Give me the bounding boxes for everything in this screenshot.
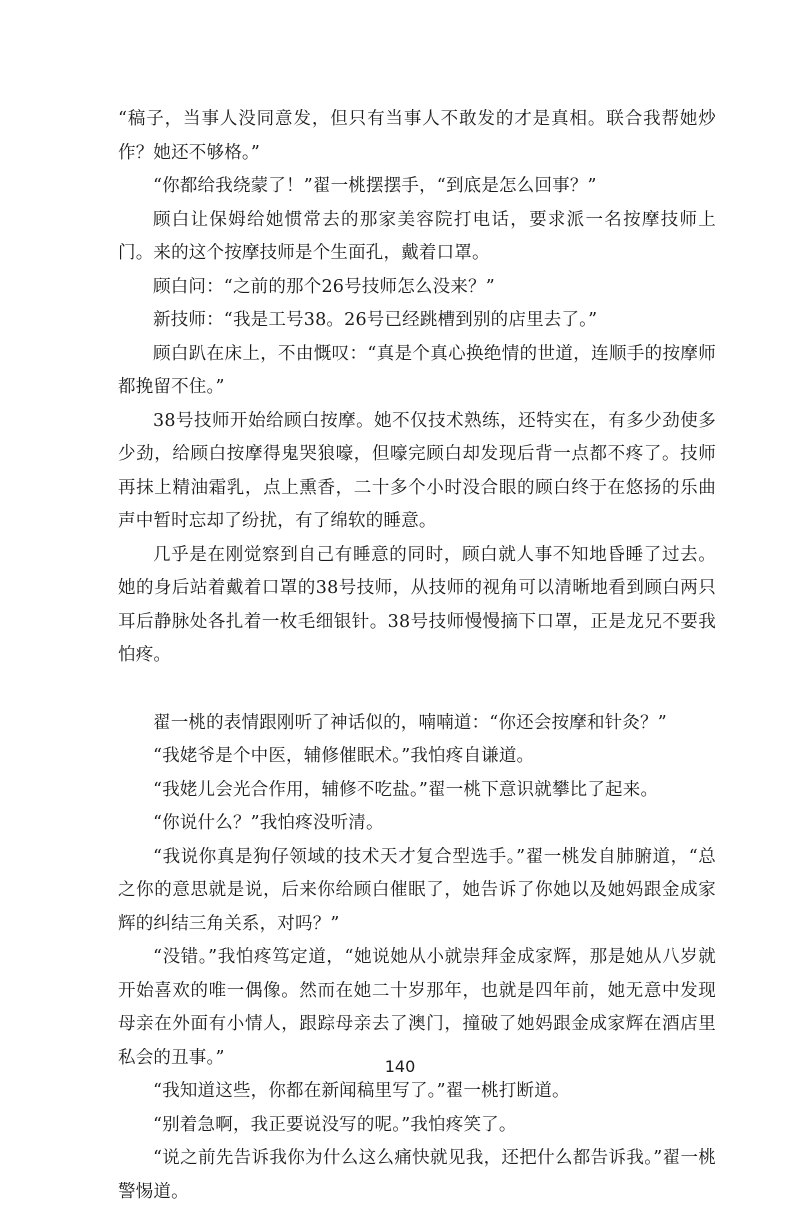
paragraph: 翟一桃的表情跟刚听了神话似的，喃喃道：“你还会按摩和针灸？”	[118, 707, 716, 741]
paragraph: 几乎是在刚觉察到自己有睡意的同时，顾白就人事不知地昏睡了过去。她的身后站着戴着口罩的38号技师，从技师的视角可以清晰地看到顾白两只耳后静脉处各扎着一枚毛细银针。38号技师慢慢摘下口罩，正是龙兄不要我怕疼。	[118, 539, 716, 673]
paragraph: 顾白问：“之前的那个26号技师怎么没来？”	[118, 271, 716, 305]
paragraph: 顾白趴在床上，不由慨叹：“真是个真心换绝情的世道，连顺手的按摩师都挽留不住。”	[118, 338, 716, 405]
paragraph: “你都给我绕蒙了！”翟一桃摆摆手，“到底是怎么回事？”	[118, 170, 716, 204]
paragraph: “没错。”我怕疼笃定道，“她说她从小就崇拜金成家辉，那是她从八岁就开始喜欢的唯一偶像。然而在她二十岁那年，也就是四年前，她无意中发现母亲在外面有小情人，跟踪母亲去了澳门，撞破了她妈跟金成家辉在酒店里私会的丑事。”	[118, 941, 716, 1075]
section-1	[118, 103, 716, 673]
paragraph: “说之前先告诉我你为什么这么痛快就见我，还把什么都告诉我。”翟一桃警惕道。	[118, 1142, 716, 1209]
section-break	[118, 673, 716, 707]
paragraph: “我说你真是狗仔领域的技术天才复合型选手。”翟一桃发自肺腑道，“总之你的意思就是说，后来你给顾白催眠了，她告诉了你她以及她妈跟金成家辉的纠结三角关系，对吗？”	[118, 841, 716, 942]
paragraph: “我姥爷是个中医，辅修催眠术。”我怕疼自谦道。	[118, 740, 716, 774]
paragraph: “稿子，当事人没同意发，但只有当事人不敢发的才是真相。联合我帮她炒作？她还不够格。”	[118, 103, 716, 170]
paragraph: “别着急啊，我正要说没写的呢。”我怕疼笑了。	[118, 1109, 716, 1143]
paragraph: 顾白让保姆给她惯常去的那家美容院打电话，要求派一名按摩技师上门。来的这个按摩技师是个生面孔，戴着口罩。	[118, 204, 716, 271]
paragraph: “我姥儿会光合作用，辅修不吃盐。”翟一桃下意识就攀比了起来。	[118, 774, 716, 808]
paragraph: 新技师：“我是工号38。26号已经跳槽到别的店里去了。”	[118, 304, 716, 338]
page-number: 140	[0, 1057, 800, 1076]
section-2	[118, 707, 716, 1209]
paragraph: “我知道这些，你都在新闻稿里写了。”翟一桃打断道。	[118, 1075, 716, 1109]
paragraph: 38号技师开始给顾白按摩。她不仅技术熟练，还特实在，有多少劲使多少劲，给顾白按摩得鬼哭狼嚎，但嚎完顾白却发现后背一点都不疼了。技师再抹上精油霜乳，点上熏香，二十多个小时没合眼的顾白终于在悠扬的乐曲声中暂时忘却了纷扰，有了绵软的睡意。	[118, 405, 716, 539]
paragraph: “你说什么？”我怕疼没听清。	[118, 807, 716, 841]
